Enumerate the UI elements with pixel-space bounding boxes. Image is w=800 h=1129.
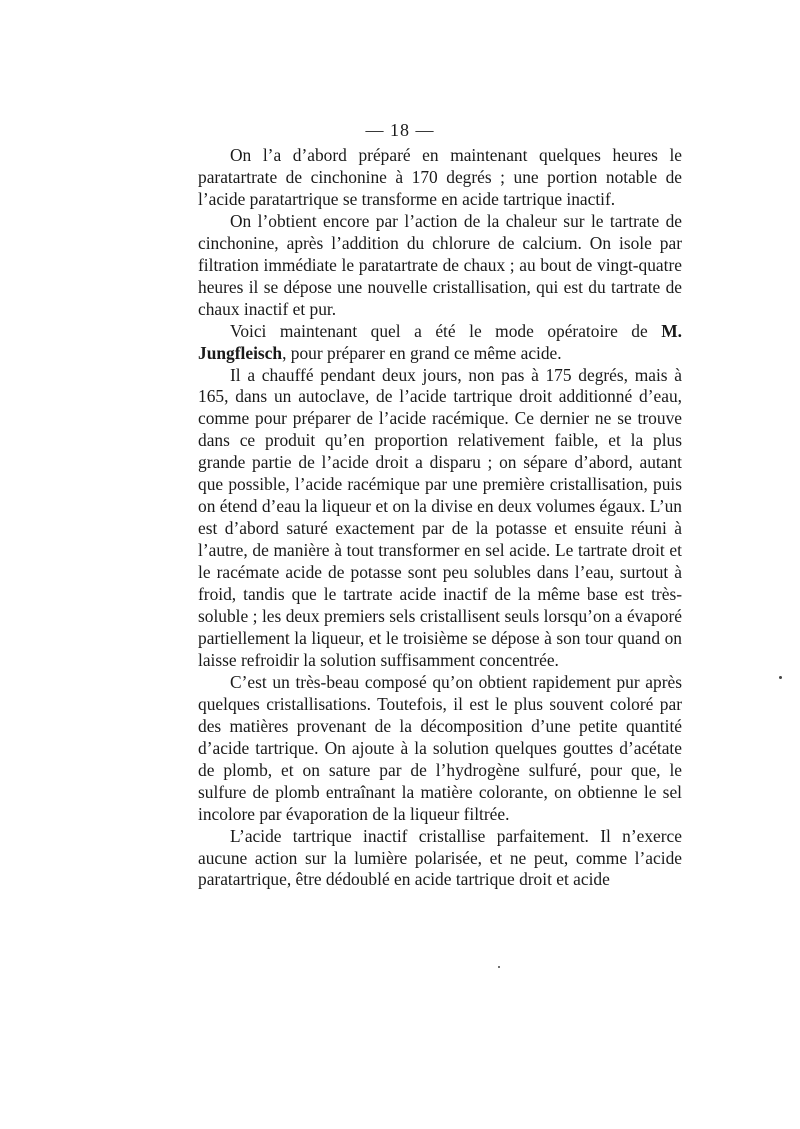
paragraph-4: Il a chauffé pendant deux jours, non pas à 175 degrés, mais à 165, dans un autoclave, de l’acide tartrique droit additionné d’eau, comme pour préparer de l’acide racémique. Ce dernier ne se trouve dans ce produit qu’en proportion relativement faible, et la plus grande partie de l’acide droit a disparu ; on sépare d’abord, autant que possible, l’acide racémique par une première cristallisation, puis on étend d’eau la liqueur et on la divise en deux volumes égaux. L’un est d’abord saturé exactement par de la potasse et ensuite réuni à l’autre, de manière à tout transformer en sel acide. Le tartrate droit et le racémate acide de potasse sont peu solubles dans l’eau, surtout à froid, tandis que le tartrate acide inactif de la même base est très-soluble ; les deux premiers sels cristallisent seuls lorsqu’on a évaporé partiellement la liqueur, et le troisième se dépose à son tour quand on laisse refroidir la solution suffisamment concentrée. bbox=[198, 364, 682, 670]
ink-speck bbox=[779, 676, 782, 679]
page-number: — 18 — bbox=[365, 120, 435, 140]
paragraph-3 bbox=[198, 321, 682, 365]
paragraph-6: L’acide tartrique inactif cristallise parfaitement. Il n’exerce aucune action sur la lumière polarisée, et ne peut, comme l’acide paratartrique, être dédoublé en acide tartrique droit et acide bbox=[198, 825, 682, 890]
paragraph-3-start: Voici maintenant quel a été le mode opératoire de bbox=[230, 320, 662, 341]
paragraph-2: On l’obtient encore par l’action de la chaleur sur le tartrate de cinchonine, après l’addition du chlorure de calcium. On isole par filtration immédiate le paratartrate de chaux ; au bout de vingt-quatre heures il se dépose une nouvelle cristallisation, qui est du tartrate de chaux inactif et pur. bbox=[198, 210, 682, 319]
author-name: M. Jungfleisch bbox=[198, 320, 682, 363]
body-text bbox=[198, 145, 682, 891]
paragraph-3-end: , pour préparer en grand ce même acide. bbox=[282, 342, 562, 363]
paragraph-1: On l’a d’abord préparé en maintenant quelques heures le paratartrate de cinchonine à 170 degrés ; une portion notable de l’acide paratartrique se transforme en acide tartrique inactif. bbox=[198, 145, 682, 209]
ink-speck bbox=[498, 966, 500, 968]
paragraph-5: C’est un très-beau composé qu’on obtient rapidement pur après quelques cristallisations. Toutefois, il est le plus souvent coloré par des matières provenant de la décomposition d’une petite quantité d’acide tartrique. On ajoute à la solution quelques gouttes d’acétate de plomb, et on sature par de l’hydrogène sulfuré, pour que, le sulfure de plomb entraînant la matière colorante, on obtienne le sel incolore par évaporation de la liqueur filtrée. bbox=[198, 671, 682, 824]
